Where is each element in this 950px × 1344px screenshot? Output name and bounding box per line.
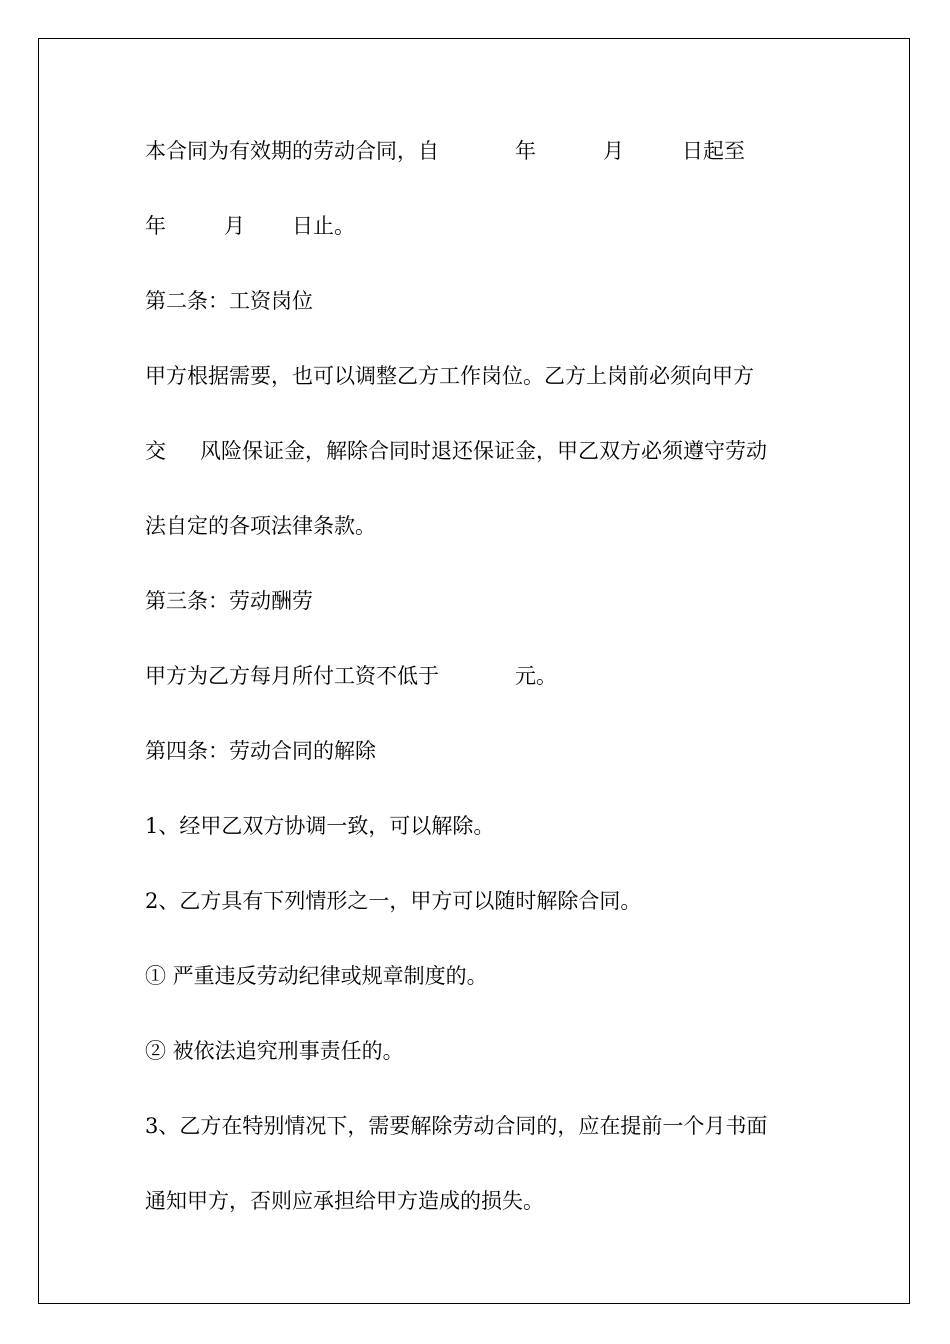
term-end-day-label: 日止。: [292, 214, 355, 238]
article-4-item-1: 1、经甲乙双方协调一致，可以解除。: [145, 814, 495, 838]
article-4-item-3-line-1: 3、乙方在特别情况下，需要解除劳动合同的，应在提前一个月书面: [145, 1114, 768, 1138]
term-end-year-label: 年: [145, 214, 166, 238]
article-4-sub-item-1: ① 严重违反劳动纪律或规章制度的。: [145, 964, 488, 988]
deposit-tail-text: 风险保证金，解除合同时退还保证金，甲乙双方必须遵守劳动: [200, 439, 767, 463]
term-start-year-label: 年: [515, 139, 536, 163]
article-2-heading: 第二条：工资岗位: [145, 289, 313, 313]
article-3-heading: 第三条：劳动酬劳: [145, 589, 313, 613]
term-lead-text: 本合同为有效期的劳动合同，自: [145, 139, 439, 163]
article-4-item-3-line-2: 通知甲方，否则应承担给甲方造成的损失。: [145, 1189, 544, 1213]
term-start-day-label: 日起至: [682, 139, 745, 163]
article-4-item-2: 2、乙方具有下列情形之一，甲方可以随时解除合同。: [145, 889, 642, 913]
deposit-lead-text: 交: [145, 439, 166, 463]
article-2-paragraph-line-2: [145, 437, 767, 521]
term-end-month-label: 月: [224, 214, 245, 238]
salary-unit-text: 元。: [515, 664, 557, 688]
article-3-paragraph: [145, 662, 557, 746]
term-start-month-label: 月: [603, 139, 624, 163]
salary-lead-text: 甲方为乙方每月所付工资不低于: [145, 664, 439, 688]
article-4-sub-item-2: ② 被依法追究刑事责任的。: [145, 1039, 404, 1063]
article-4-heading: 第四条：劳动合同的解除: [145, 739, 376, 763]
article-2-paragraph-line-1: 甲方根据需要，也可以调整乙方工作岗位。乙方上岗前必须向甲方: [145, 364, 754, 388]
article-2-paragraph-line-3: 法自定的各项法律条款。: [145, 514, 376, 538]
